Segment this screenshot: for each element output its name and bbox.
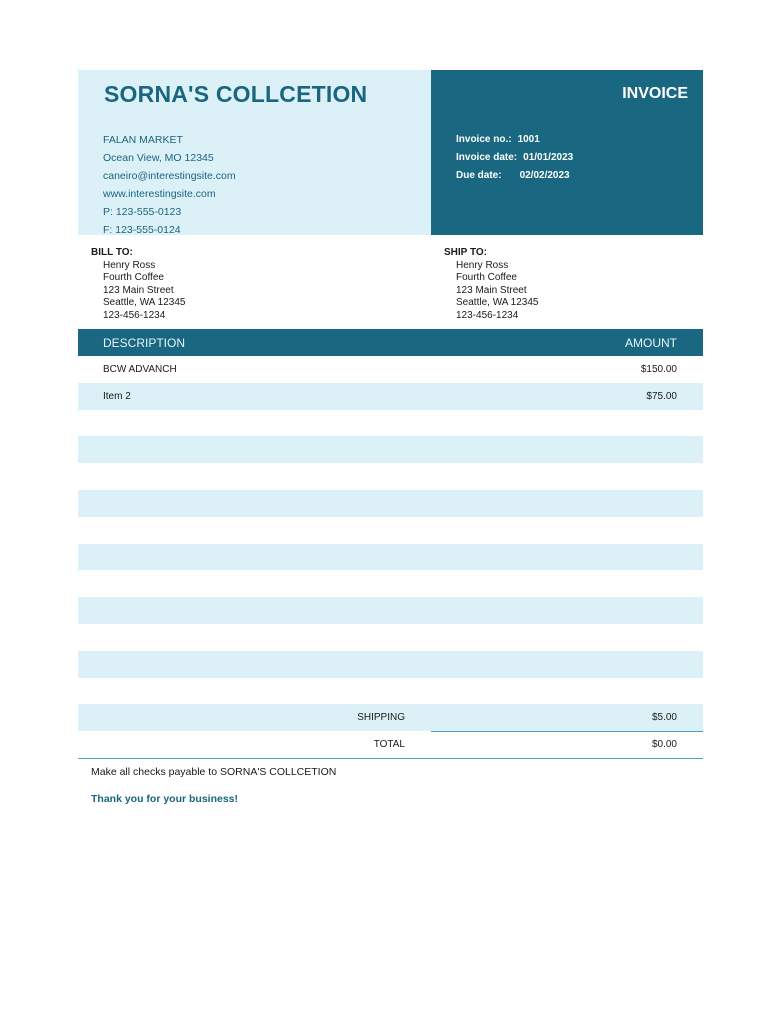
company-details [103,131,236,239]
item-description: BCW ADVANCH [103,363,177,375]
table-row [78,490,703,517]
bill-to-city: Seattle, WA 12345 [103,297,186,308]
table-row [78,544,703,571]
table-row [78,436,703,463]
invoice-number-row [456,131,573,149]
bill-to-name: Henry Ross [103,259,156,271]
ship-to-city: Seattle, WA 12345 [456,297,539,308]
shipping-value: $5.00 [651,712,677,724]
total-value: $0.00 [651,739,677,751]
table-row [78,410,703,437]
company-block [78,70,431,235]
company-website: www.interestingsite.com [103,188,216,200]
company-fax: F: 123-555-0124 [103,224,181,236]
invoice-meta-rows [456,131,573,185]
thank-you-note: Thank you for your business! [91,793,239,806]
total-label: TOTAL [373,739,405,751]
bill-to-title: BILL TO: [91,247,133,258]
invoice-meta-block [431,70,703,235]
table-row [78,356,703,383]
table-row [78,383,703,410]
table-row [78,624,703,651]
shipping-row [78,704,703,731]
company-address-line: FALAN MARKET [103,134,183,146]
payable-note: Make all checks payable to SORNA'S COLLCETION [91,766,337,779]
total-divider [431,731,703,732]
due-date-value: 02/02/2023 [519,170,570,181]
item-amount: $150.00 [640,363,677,375]
table-row [78,651,703,678]
invoice-number-label: Invoice no.: [456,134,512,145]
table-row [78,570,703,597]
ship-to-company: Fourth Coffee [456,272,517,283]
invoice-date-row [456,149,573,167]
ship-to-phone: 123-456-1234 [456,309,519,321]
items-table-header [78,329,703,356]
table-row [78,678,703,705]
company-city-line: Ocean View, MO 12345 [103,152,214,164]
invoice-document [78,70,703,805]
description-column-header: DESCRIPTION [103,335,186,350]
invoice-title: INVOICE [622,85,688,102]
bill-to-street: 123 Main Street [103,284,174,296]
items-table-body [78,356,703,704]
invoice-number-value: 1001 [517,134,540,145]
addresses-section [78,235,703,329]
table-row [78,463,703,490]
due-date-label: Due date: [456,170,502,181]
ship-to-title: SHIP TO: [444,247,487,258]
invoice-date-value: 01/01/2023 [523,152,574,163]
ship-to-name: Henry Ross [456,259,509,271]
due-date-row [456,167,573,185]
table-row [78,597,703,624]
invoice-header [78,70,703,235]
total-row [78,731,703,759]
bill-to-company: Fourth Coffee [103,272,164,283]
invoice-date-label: Invoice date: [456,152,518,163]
company-name: SORNA'S COLLCETION [104,81,368,107]
company-phone: P: 123-555-0123 [103,206,182,218]
bill-to-lines [91,260,185,323]
amount-column-header: AMOUNT [625,335,677,350]
item-amount: $75.00 [646,390,677,402]
company-email: caneiro@interestingsite.com [103,170,236,182]
bill-to-block [91,247,185,322]
totals-section [78,704,703,759]
shipping-label: SHIPPING [357,712,405,724]
ship-to-street: 123 Main Street [456,284,527,296]
table-row [78,517,703,544]
bill-to-phone: 123-456-1234 [103,309,166,321]
item-description: Item 2 [103,390,131,402]
ship-to-lines [444,260,538,323]
ship-to-block [444,247,538,322]
